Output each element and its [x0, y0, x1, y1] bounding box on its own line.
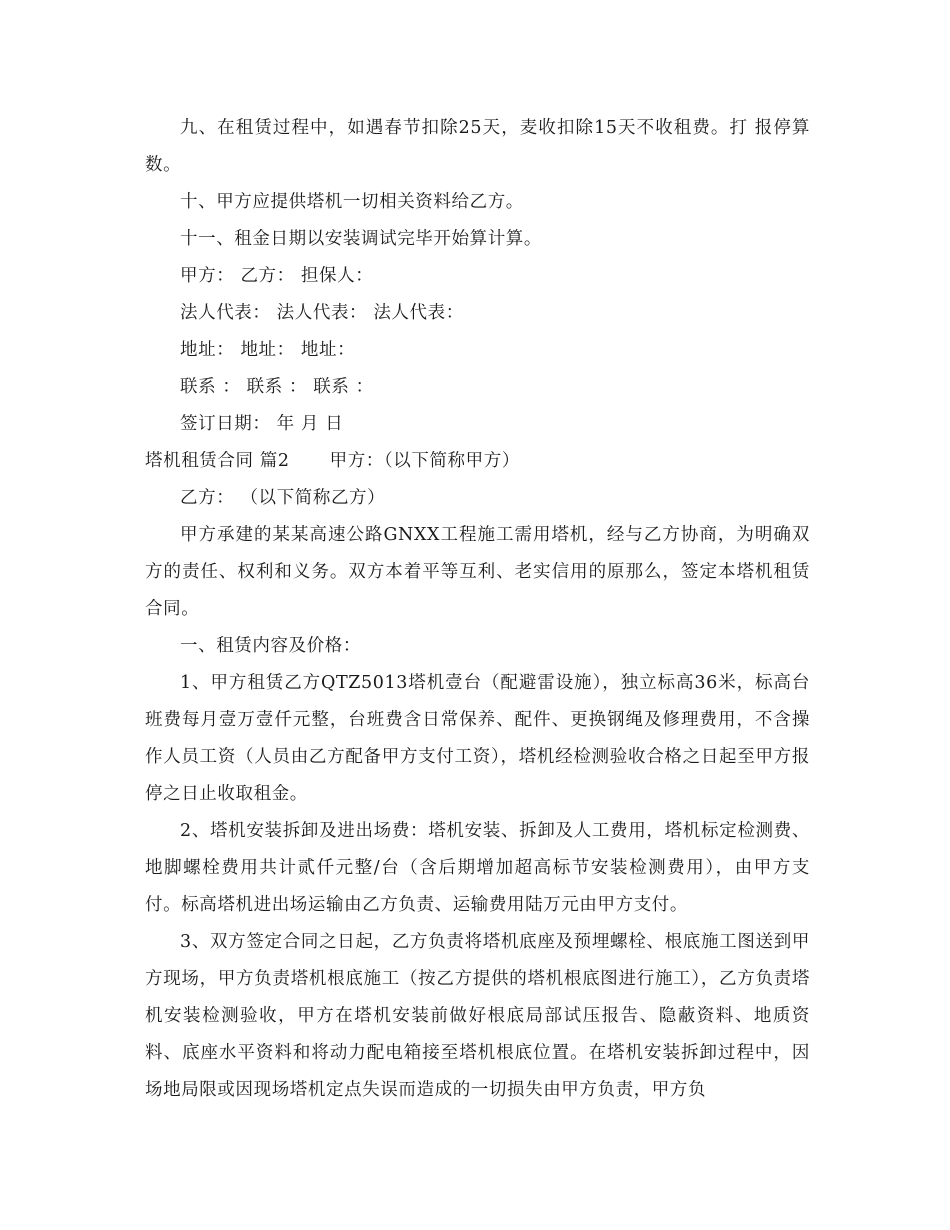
paragraph-item-3: 3、双方签定合同之日起，乙方负责将塔机底座及预埋螺栓、根底施工图送到甲方现场，甲方负责塔机根底施工（按乙方提供的塔机根底图进行施工），乙方负责塔机安装检测验收，甲方在塔机安装前做好根底局部试压报告、隐蔽资料、地质资料、底座水平资料和将动力配电箱接至塔机根底位置。在塔机安装拆卸过程中，因场地局限或因现场塔机定点失误而造成的一切损失由甲方负责，甲方负 — [145, 932, 810, 1100]
party-b-line: 乙方： （以下简称乙方） — [180, 488, 386, 508]
section-heading-line — [145, 443, 810, 480]
signature-parties-line: 甲方： 乙方： 担保人： — [180, 266, 374, 286]
paragraph-item-1: 1、甲方租赁乙方QTZ5013塔机壹台（配避雷设施），独立标高36米，标高台班费每月壹万壹仟元整，台班费含日常保养、配件、更换钢绳及修理费用，不含操作人员工资（人员由乙方配备甲方支付工资），塔机经检测验收合格之日起至甲方报停之日止收取租金。 — [145, 673, 810, 804]
signature-contact-line: 联系 ： 联系 ： 联系 ： — [180, 377, 374, 397]
document-body — [145, 110, 810, 1109]
heading-rental-content: 一、租赁内容及价格： — [180, 636, 361, 656]
paragraph-preamble: 甲方承建的某某高速公路GNXX工程施工需用塔机，经与乙方协商，为明确双方的责任、权利和义务。双方本着平等互利、老实信用的原那么，签定本塔机租赁合同。 — [145, 525, 810, 619]
signature-address-line: 地址： 地址： 地址： — [180, 340, 356, 360]
signature-legal-reps-line: 法人代表： 法人代表： 法人代表： — [180, 303, 464, 323]
paragraph-clause-10: 十、甲方应提供塔机一切相关资料给乙方。 — [180, 192, 524, 212]
section-party-a: 甲方：（以下简称甲方） — [329, 451, 520, 471]
paragraph-item-2: 2、塔机安装拆卸及进出场费：塔机安装、拆卸及人工费用，塔机标定检测费、地脚螺栓费用共计贰仟元整/台（含后期增加超高标节安装检测费用），由甲方支付。标高塔机进出场运输由乙方负责、运输费用陆万元由甲方支付。 — [145, 821, 810, 915]
paragraph-clause-11: 十一、租金日期以安装调试完毕开始算计算。 — [180, 229, 542, 249]
section-title: 塔机租赁合同 篇2 — [145, 451, 290, 471]
paragraph-clause-9: 九、在租赁过程中，如遇春节扣除25天，麦收扣除15天不收租费。打 报停算数。 — [145, 118, 810, 175]
signature-date-line: 签订日期： 年 月 日 — [180, 414, 344, 434]
